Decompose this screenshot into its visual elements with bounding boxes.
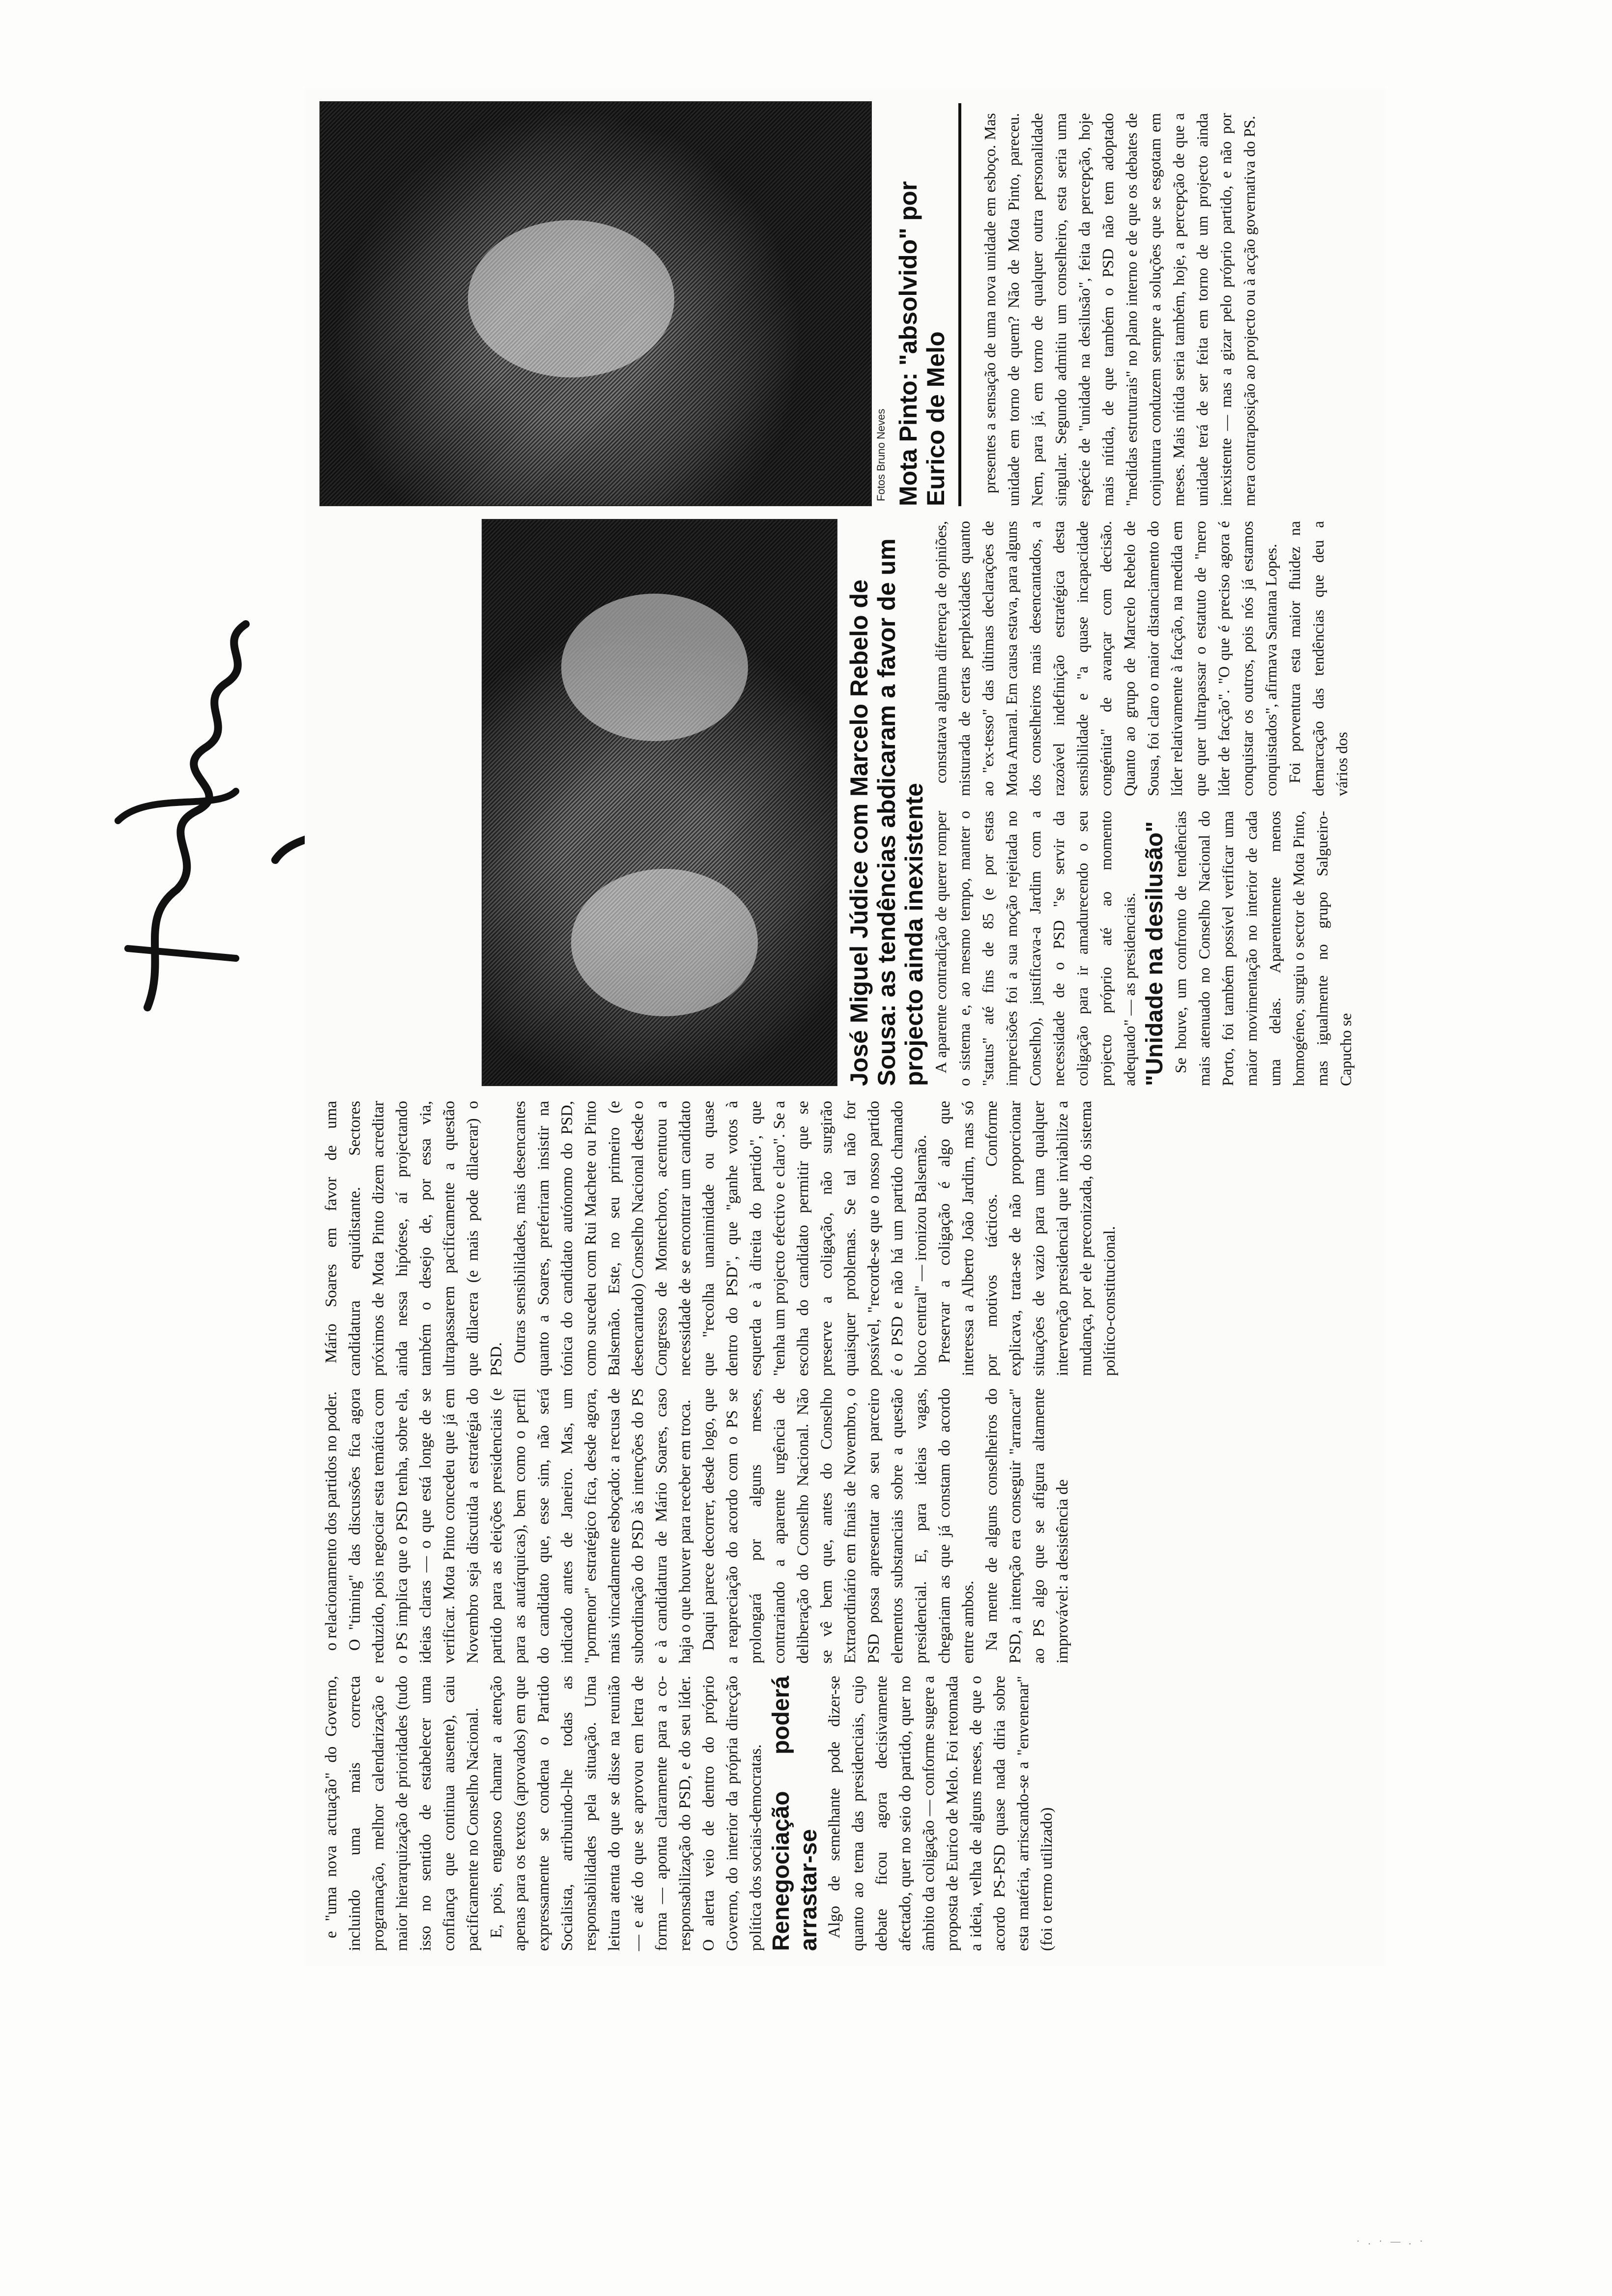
subheading: Renegociação poderá arrastar-se (768, 1676, 822, 1951)
paragraph: A aparente contradição de querer romper o sistema e, ao mesmo tempo, manter o "status" até fins de 85 (e por estas imprecisões foi a sua moção rejeitada no Conselho), justificava-a Jardim com a necessidade de o PSD "se servir da coligação para ir amadurecendo o seu projecto próprio até ao momento adequado" — as presidenciais. (932, 811, 1138, 1086)
paragraph: Daqui parece decorrer, desde logo, que a reapreciação do acordo com o PS se prolongará por alguns meses, contrariando a aparente urgência de deliberação do Conselho Nacional. Não se vê bem que, antes do Conselho Extraordinário em finais de Novembro, o PSD possa apresentar ao seu parceiro elementos substanciais sobre a questão presidencial. E, para ideias vagas, chegariam as que já constam do acordo entre ambos. (700, 1388, 977, 1664)
paragraph: Mário Soares em favor de uma candidatura equidistante. Sectores próximos de Mota Pinto dizem acreditar ainda nessa hipótese, aí projectando também o desejo de, por essa via, ultrapassarem pacificamente a questão que dilacera (e mais pode dilacerar) o PSD. (322, 1101, 505, 1376)
photo-mota-pinto (319, 101, 872, 506)
paragraph: Algo de semelhante pode dizer-se quanto ao tema das presidenciais, cujo debate ficou agora decisivamente afectado, quer no seio do partido, quer no âmbito da coligação — conforme sugere a proposta de Eurico de Melo. Foi retomada a ideia, velha de alguns meses, de que o acordo PS-PSD quase nada diria sobre esta matéria, arriscando-se a "envenenar" (foi o termo utilizado) (826, 1676, 1056, 1951)
paragraph: Outras sensibilidades, mais desencantes quanto a Soares, preferiram insistir na tónica do candidato autónomo do PSD, como sucedeu com Rui Machete ou Pinto Balsemão. Este, no seu primeiro (e desencantado) Conselho Nacional desde o Congresso de Montechoro, acentuou a necessidade de se encontrar um candidato que "recolha unanimidade ou quase dentro do PSD", que "ganhe votos à esquerda e à direita do partido", que "tenha um projecto efectivo e claro". Se a escolha do candidato permitir que se preserve a coligação, não surgirão quaisquer problemas. Se tal não for possível, "recorde-se que o nosso partido é o PSD e não há um partido chamado bloco central" — ironizou Balsemão. (511, 1101, 930, 1376)
photo-judice-rebelo (482, 519, 837, 1086)
paragraph: o relacionamento dos partidos no poder. (322, 1391, 340, 1651)
paragraph: O "timing" das discussões fica agora reduzido, pois negociar esta temática com o PS implica que o PSD tenha, sobre ela, ideias claras — o que está longe de se verificar. Mota Pinto concedeu que já em Novembro seja discutida a estratégia do partido para as eleições presidenciais (e para as autárquicas), bem como o perfil do candidato que, esse sim, não será indicado antes de Janeiro. Mas, um "pormenor" estratégico fica, desde agora, mais vincadamente esboçado: a recusa de subordinação do PSD às intenções do PS e à candidatura de Mário Soares, caso haja o que houver para receber em troca. (346, 1388, 694, 1664)
article-column-4 (929, 811, 1357, 1086)
scan-noise: · . · — . · (1356, 2236, 1426, 2247)
paragraph: Preservar a coligação é algo que interessa a Alberto João Jardim, mas só por motivos tácticos. Conforme explicava, trata-se de não proporcionar situações de vazio para uma qualquer intervenção presidencial que inviabilize a mudança, por ele preconizada, do sistema político-constitucional. (936, 1101, 1119, 1376)
subheading: "Unidade na desilusão" (1142, 821, 1168, 1086)
caption-divider (958, 103, 961, 506)
article-column-2 (319, 1388, 1074, 1664)
paragraph: presentes a sensação de uma nova unidade em esboço. Mas unidade em torno de quem? Não de Mota Pinto, pareceu. Nem, para já, em torno de qualquer outra personalidade singular. Segundo admitiu um conselheiro, esta seria uma espécie de "unidade na desilusão", feita da percepção, hoje mais nítida, de que também o PSD não tem adoptado "medidas estruturais" no plano interno e de que os debates de conjuntura conduzem sempre a soluções que se esgotam em meses. Mais nítida seria também, hoje, a percepção de que a unidade terá de ser feita em torno de um projecto ainda inexistente — mas a gizar pelo próprio partido, e não por mera contraposição ao projecto ou à acção governativa do PS. (981, 113, 1258, 506)
article-column-6 (978, 113, 1261, 506)
photo-caption-mota: Mota Pinto: "absolvido" por Eurico de Melo (894, 181, 950, 506)
article-column-1 (319, 1676, 1059, 1951)
article-column-3 (319, 1101, 1122, 1376)
paragraph: E, pois, enganoso chamar a atenção apenas para os textos (aprovados) em que expressamente se condena o Partido Socialista, atribuindo-lhe todas as responsabilidades pela situação. Uma leitura atenta do que se disse na reunião — e até do que se aprovou em letra de forma — aponta claramente para a co-responsabilização do PSD, e do seu líder. O alerta veio de dentro do próprio Governo, do interior da própria direcção política dos sociais-democratas. (488, 1676, 765, 1951)
paragraph: Foi porventura esta maior fluidez na demarcação das tendências que deu a vários dos (1286, 521, 1351, 796)
paragraph: e "uma nova actuação" do Governo, incluindo uma mais correcta programação, melhor calendarização e maior hierarquização de prioridades (tudo isso no sentido de estabelecer uma confiança que continua ausente), caiu pacificamente no Conselho Nacional. (322, 1676, 482, 1951)
photo-credit: Fotos Bruno Neves (875, 408, 887, 501)
paragraph: Se houve, um confronto de tendências mais atenuado no Conselho Nacional do Porto, foi também possível verificar uma maior movimentação no interior de cada uma delas. Aparentemente menos homogéneo, surgiu o sector de Mota Pinto, mas igualmente no grupo Salgueiro-Capucho se (1172, 811, 1354, 1086)
paragraph: Na mente de alguns conselheiros do PSD, a intenção era conseguir "arrancar" ao PS algo que se afigura altamente improvável: a desistência de (983, 1388, 1071, 1664)
newspaper-clipping (305, 88, 1386, 1966)
paragraph: constatava alguma diferença de opiniões, misturada de certas perplexidades quanto ao "ex-tesso" das últimas declarações de Mota Amaral. Em causa estava, para alguns dos conselheiros mais desencantados, a razoável indefinição estratégica desta sensibilidade e "a quase incapacidade congénita" de avançar com decisão. Quanto ao grupo de Marcelo Rebelo de Sousa, foi claro o maior distanciamento do líder relativamente à facção, na medida em que quer ultrapassar o estatuto de "mero líder de facção". "O que é preciso agora é conquistar os outros, pois nós já estamos conquistados", afirmava Santana Lopes. (932, 521, 1280, 796)
photo-caption-judice: José Miguel Júdice com Marcelo Rebelo de Sousa: as tendências abdicaram a favor de um projecto ainda inexistente (845, 538, 928, 1086)
article-column-5 (929, 521, 1353, 796)
